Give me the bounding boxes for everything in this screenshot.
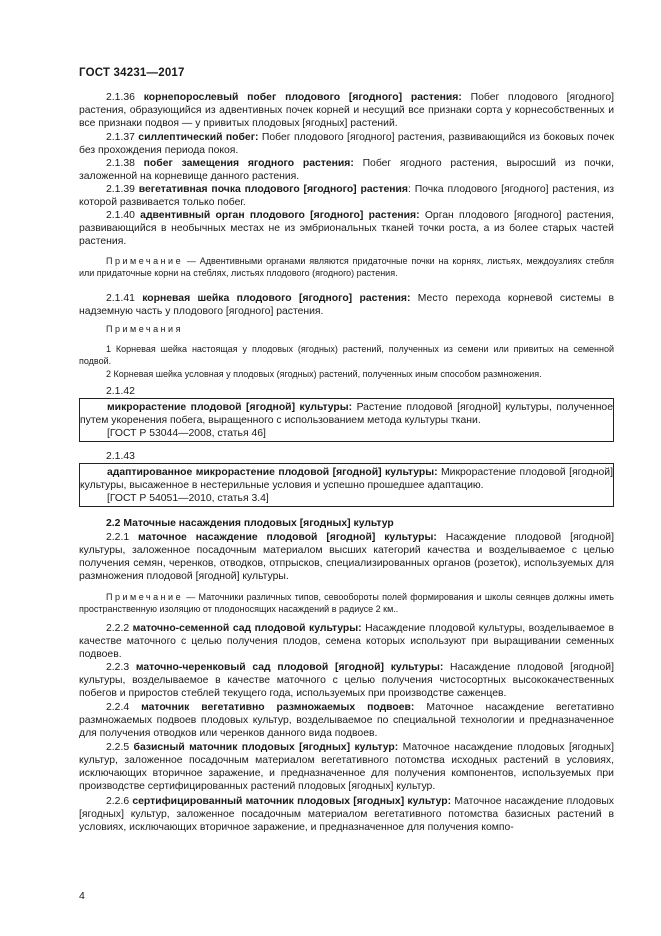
term-box-body [80, 401, 613, 427]
term-2-2-6 [79, 795, 614, 834]
term-definition: Маточное насаждение плодовых [ягодных] культур, заложенное посадочным материалом вегетативного потомства исходных растений в условиях, исключающих вторичное заражение, и предназначенное для получения компонентов, используемых при производстве сертифицированных растений плодовых [ягодных] культур. [79, 742, 614, 793]
term-number: 2.1.39 [106, 184, 139, 195]
term-2-2-1 [79, 531, 614, 583]
term-title: маточник вегетативно размножаемых подвоев: [141, 702, 415, 713]
term-number: 2.1.40 [106, 210, 141, 221]
term-title: маточное насаждение плодовой [ягодной] культуры: [138, 532, 437, 543]
term-definition: : Почка плодового [ягодного] растения, из которой развивается только побег. [79, 184, 614, 209]
page-number: 4 [79, 890, 85, 902]
term-definition: Растение плодовой [ягодной] культуры, полученное путем укоренения побега, выращенного с использованием метода культуры ткани. [80, 402, 613, 427]
term-title: адаптированное микрорастение плодовой [ягодной] культуры: [107, 467, 438, 478]
term-2-1-38 [79, 157, 614, 183]
section-heading-2-2: 2.2 Маточные насаждения плодовых [ягодных] культур [106, 518, 394, 529]
note-label: Примечание [106, 256, 184, 266]
term-2-1-41 [79, 292, 614, 318]
term-definition: Побег плодового [ягодного] растения, образующийся из адвентивных почек корней и несущий все признаки сорта у корнесобственных и все признаки подвоя — у привитых плодовых [ягодных] растений. [79, 92, 615, 130]
note-item-2: 2 Корневая шейка условная у плодовых (ягодных) растений, полученных иным способом размножения. [106, 369, 542, 379]
term-number-2-1-42: 2.1.42 [106, 386, 135, 397]
term-title: маточно-семенной сад плодовой культуры: [132, 623, 362, 634]
term-definition: Насаждение плодовой [ягодной] культуры, возделываемое в качестве маточного с целью получения чистосортных высококачественных побегов и приростов стеблей текущего года, используемых при производстве саженцев. [79, 662, 614, 700]
term-number: 2.2.4 [106, 702, 142, 713]
term-title: корнепорослевый побег плодового [ягодного] растения: [143, 92, 462, 103]
term-title: адвентивный орган плодового [ягодного] растения: [140, 210, 420, 221]
term-definition: Маточное насаждение вегетативно размножаемых подвоев плодовых культур, возделываемое по специальной технологии и предназначенное для получения отводков или черенков данного вида подвоев. [79, 702, 615, 740]
term-definition: Побег плодового [ягодного] растения, развивающийся из боковых почек без прохождения периода покоя. [79, 132, 615, 157]
term-box-2-1-42 [79, 398, 614, 442]
note-2-2-1 [79, 591, 614, 615]
term-definition: Побег ягодного растения, выросший из почки, заложенной на корневище данного растения. [79, 158, 614, 183]
document-header: ГОСТ 34231—2017 [79, 67, 185, 79]
term-source-ref: [ГОСТ Р 54051—2010, статья 3.4] [107, 493, 269, 505]
term-title: маточно-черенковый сад плодовой [ягодной] культуры: [135, 662, 444, 673]
term-number: 2.1.38 [106, 158, 144, 169]
term-number: 2.2.2 [106, 623, 133, 634]
term-number: 2.1.36 [106, 92, 144, 103]
term-title: побег замещения ягодного растения: [143, 158, 354, 169]
term-number: 2.2.3 [106, 662, 136, 673]
note-item-1: 1 Корневая шейка настоящая у плодовых (ягодных) растений, полученных из семени или привитых на семенной подвой. [79, 344, 614, 367]
term-number: 2.2.1 [106, 532, 139, 543]
term-number: 2.2.5 [106, 742, 134, 753]
term-title: микрорастение плодовой [ягодной] культуры: [107, 402, 353, 413]
term-number: 2.1.37 [106, 132, 139, 143]
term-title: силлептический побег: [138, 132, 259, 143]
term-2-1-40 [79, 209, 614, 248]
term-title: сертифицированный маточник плодовых [ягодных] культур: [132, 796, 452, 807]
term-source-ref: [ГОСТ Р 53044—2008, статья 46] [107, 428, 266, 440]
term-number: 2.2.6 [106, 796, 133, 807]
term-2-2-4 [79, 701, 614, 740]
term-2-2-5 [79, 741, 614, 793]
term-2-1-36 [79, 91, 614, 130]
term-definition: Орган плодового [ягодного] растения, развивающийся в необычных местах не из эмбриональных тканей точки роста, а из более старых частей растения. [79, 210, 614, 248]
term-number-2-1-43: 2.1.43 [106, 451, 135, 462]
term-title: вегетативная почка плодового [ягодного] растения [138, 184, 408, 195]
term-title: базисный маточник плодовых [ягодных] культур: [133, 742, 399, 753]
term-definition: Место перехода корневой системы в надземную часть у плодового [ягодного] растения. [79, 293, 614, 318]
note-2-1-40 [79, 255, 614, 279]
term-definition: Маточное насаждение плодовых [ягодных] культур, заложенное посадочным материалом вегетативного потомства базисных растений в условиях, исключающих вторичное заражение, и предназначенное для получения компо- [79, 796, 615, 834]
term-definition: Насаждение плодовой [ягодной] культуры, заложенное посадочным материалом высших категорий качества и возделываемое с целью получения семян, черенков, отводков, отпрысков, специализированных органов (розеток), используемых для размножения плодовой [ягодной] культуры. [79, 532, 614, 583]
term-definition: Насаждение плодовой культуры, возделываемое в качестве маточного с целью получения плодов, семена которых используют при выращивании семенных подвоев. [79, 623, 615, 661]
term-box-body [80, 466, 613, 492]
term-number: 2.1.41 [106, 293, 143, 304]
term-2-1-37 [79, 131, 614, 157]
term-2-2-3 [79, 661, 614, 700]
term-definition: Микрорастение плодовой [ягодной] культуры, высаженное в нестерильные условия и успешно прошедшее адаптацию. [80, 467, 613, 492]
note-label: Примечание [106, 592, 184, 602]
term-2-1-39 [79, 183, 614, 209]
term-box-2-1-43 [79, 463, 614, 507]
term-2-2-2 [79, 622, 614, 661]
notes-label: Примечания [106, 324, 183, 334]
note-text: — Адвентивными органами являются придаточные почки на корнях, листьях, междоузлиях стебля или придаточные корни на стеблях, листьях плодового (ягодного) растения. [79, 256, 614, 279]
note-text: — Маточники различных типов, севообороты полей формирования и школы сеянцев должны иметь пространственную изоляцию от плодоносящих насаждений в радиусе 2 км.. [79, 592, 614, 615]
term-title: корневая шейка плодового [ягодного] растения: [142, 293, 411, 304]
